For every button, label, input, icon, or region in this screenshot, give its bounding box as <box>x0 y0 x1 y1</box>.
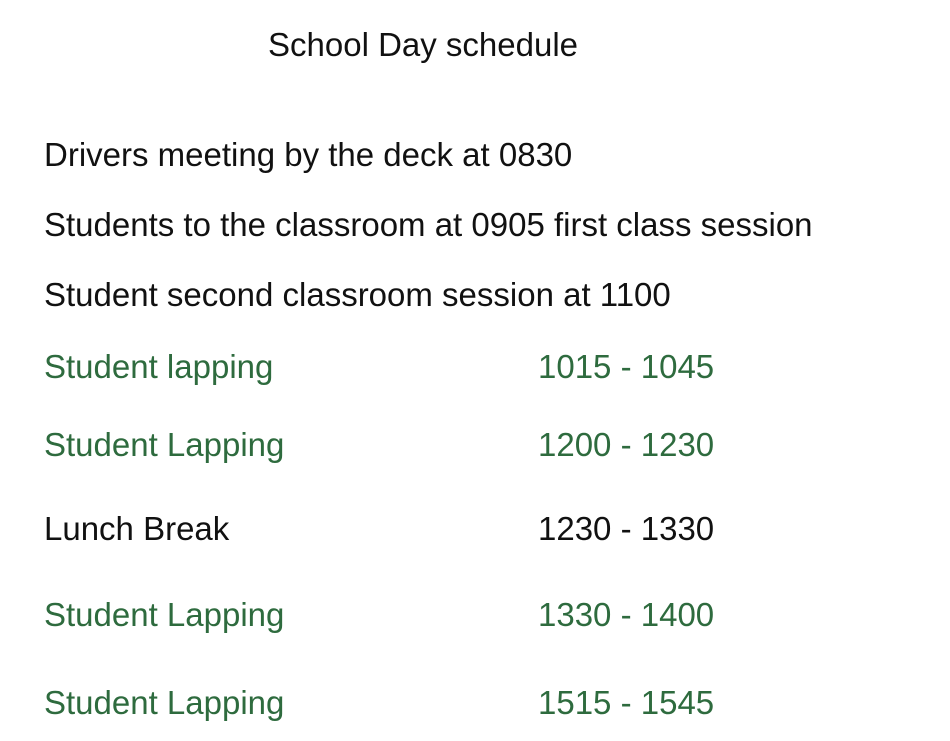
note-second-class-session: Student second classroom session at 1100 <box>44 276 671 313</box>
document-title: School Day schedule <box>268 26 579 63</box>
schedule-row <box>44 348 924 392</box>
schedule-row-time: 1015 - 1045 <box>538 348 715 385</box>
schedule-row-label: Student lapping <box>44 348 274 385</box>
schedule-row-time: 1515 - 1545 <box>538 684 715 721</box>
schedule-row-time: 1200 - 1230 <box>538 426 715 463</box>
schedule-row-label: Lunch Break <box>44 510 230 547</box>
schedule-row-time: 1330 - 1400 <box>538 596 715 633</box>
schedule-row-time: 1230 - 1330 <box>538 510 715 547</box>
note-drivers-meeting: Drivers meeting by the deck at 0830 <box>44 136 573 173</box>
note-first-class-session: Students to the classroom at 0905 first class session <box>44 206 813 243</box>
schedule-row <box>44 426 924 470</box>
schedule-row-label: Student Lapping <box>44 684 285 721</box>
schedule-row-label: Student Lapping <box>44 426 285 463</box>
schedule-row-label: Student Lapping <box>44 596 285 633</box>
schedule-row <box>44 684 924 728</box>
schedule-row <box>44 596 924 640</box>
schedule-row <box>44 510 924 554</box>
